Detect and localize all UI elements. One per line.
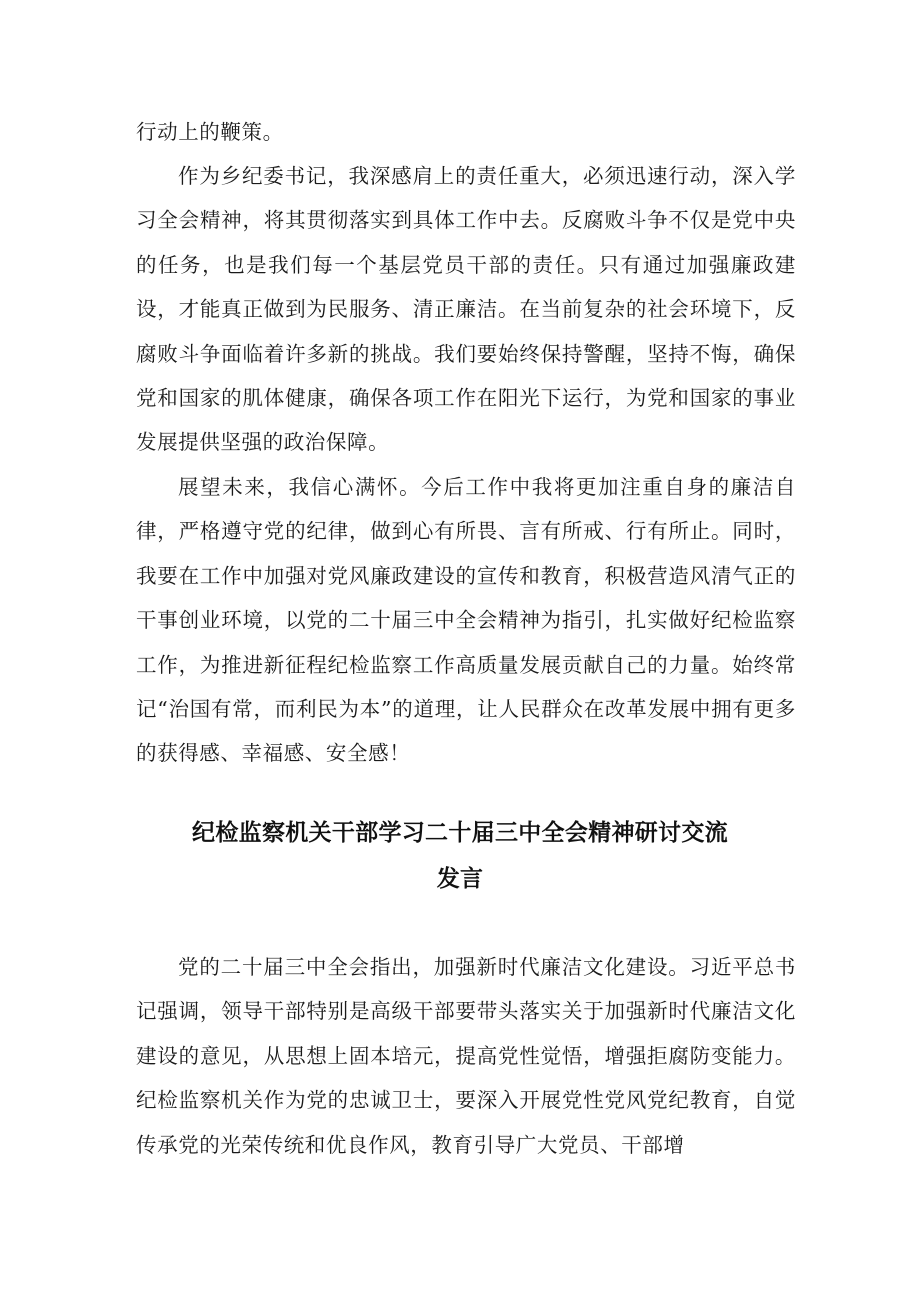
paragraph-section2-intro: 党的二十届三中全会指出，加强新时代廉洁文化建设。习近平总书记强调，领导干部特别是高级干部要带头落实关于加强新时代廉洁文化建设的意见，从思想上固本培元，提高党性觉悟，增强拒腐防变能力。纪检监察机关作为党的忠诚卫士，要深入开展党性党风党纪教育，自觉传承党的光荣传统和优良作风，教育引导广大党员、干部增 xyxy=(136,955,796,1157)
section-title-line2: 发言 xyxy=(436,866,484,892)
paragraph-continuation: 行动上的鞭策。 xyxy=(136,120,284,144)
section-title-line1: 纪检监察机关干部学习二十届三中全会精神研讨交流 xyxy=(192,820,728,846)
paragraph-outlook: 展望未来，我信心满怀。今后工作中我将更加注重自身的廉洁自律，严格遵守党的纪律，做到心有所畏、言有所戒、行有所止。同时，我要在工作中加强对党风廉政建设的宣传和教育，积极营造风清气正的干事创业环境，以党的二十届三中全会精神为指引，扎实做好纪检监察工作，为推进新征程纪检监察工作高质量发展贡献自己的力量。始终常记“治国有常，而利民为本”的道理，让人民群众在改革发展中拥有更多的获得感、幸福感、安全感！ xyxy=(136,475,796,766)
paragraph-responsibility: 作为乡纪委书记，我深感肩上的责任重大，必须迅速行动，深入学习全会精神，将其贯彻落实到具体工作中去。反腐败斗争不仅是党中央的任务，也是我们每一个基层党员干部的责任。只有通过加强廉政建设，才能真正做到为民服务、清正廉洁。在当前复杂的社会环境下，反腐败斗争面临着许多新的挑战。我们要始终保持警醒，坚持不悔，确保党和国家的肌体健康，确保各项工作在阳光下运行，为党和国家的事业发展提供坚强的政治保障。 xyxy=(136,164,796,455)
